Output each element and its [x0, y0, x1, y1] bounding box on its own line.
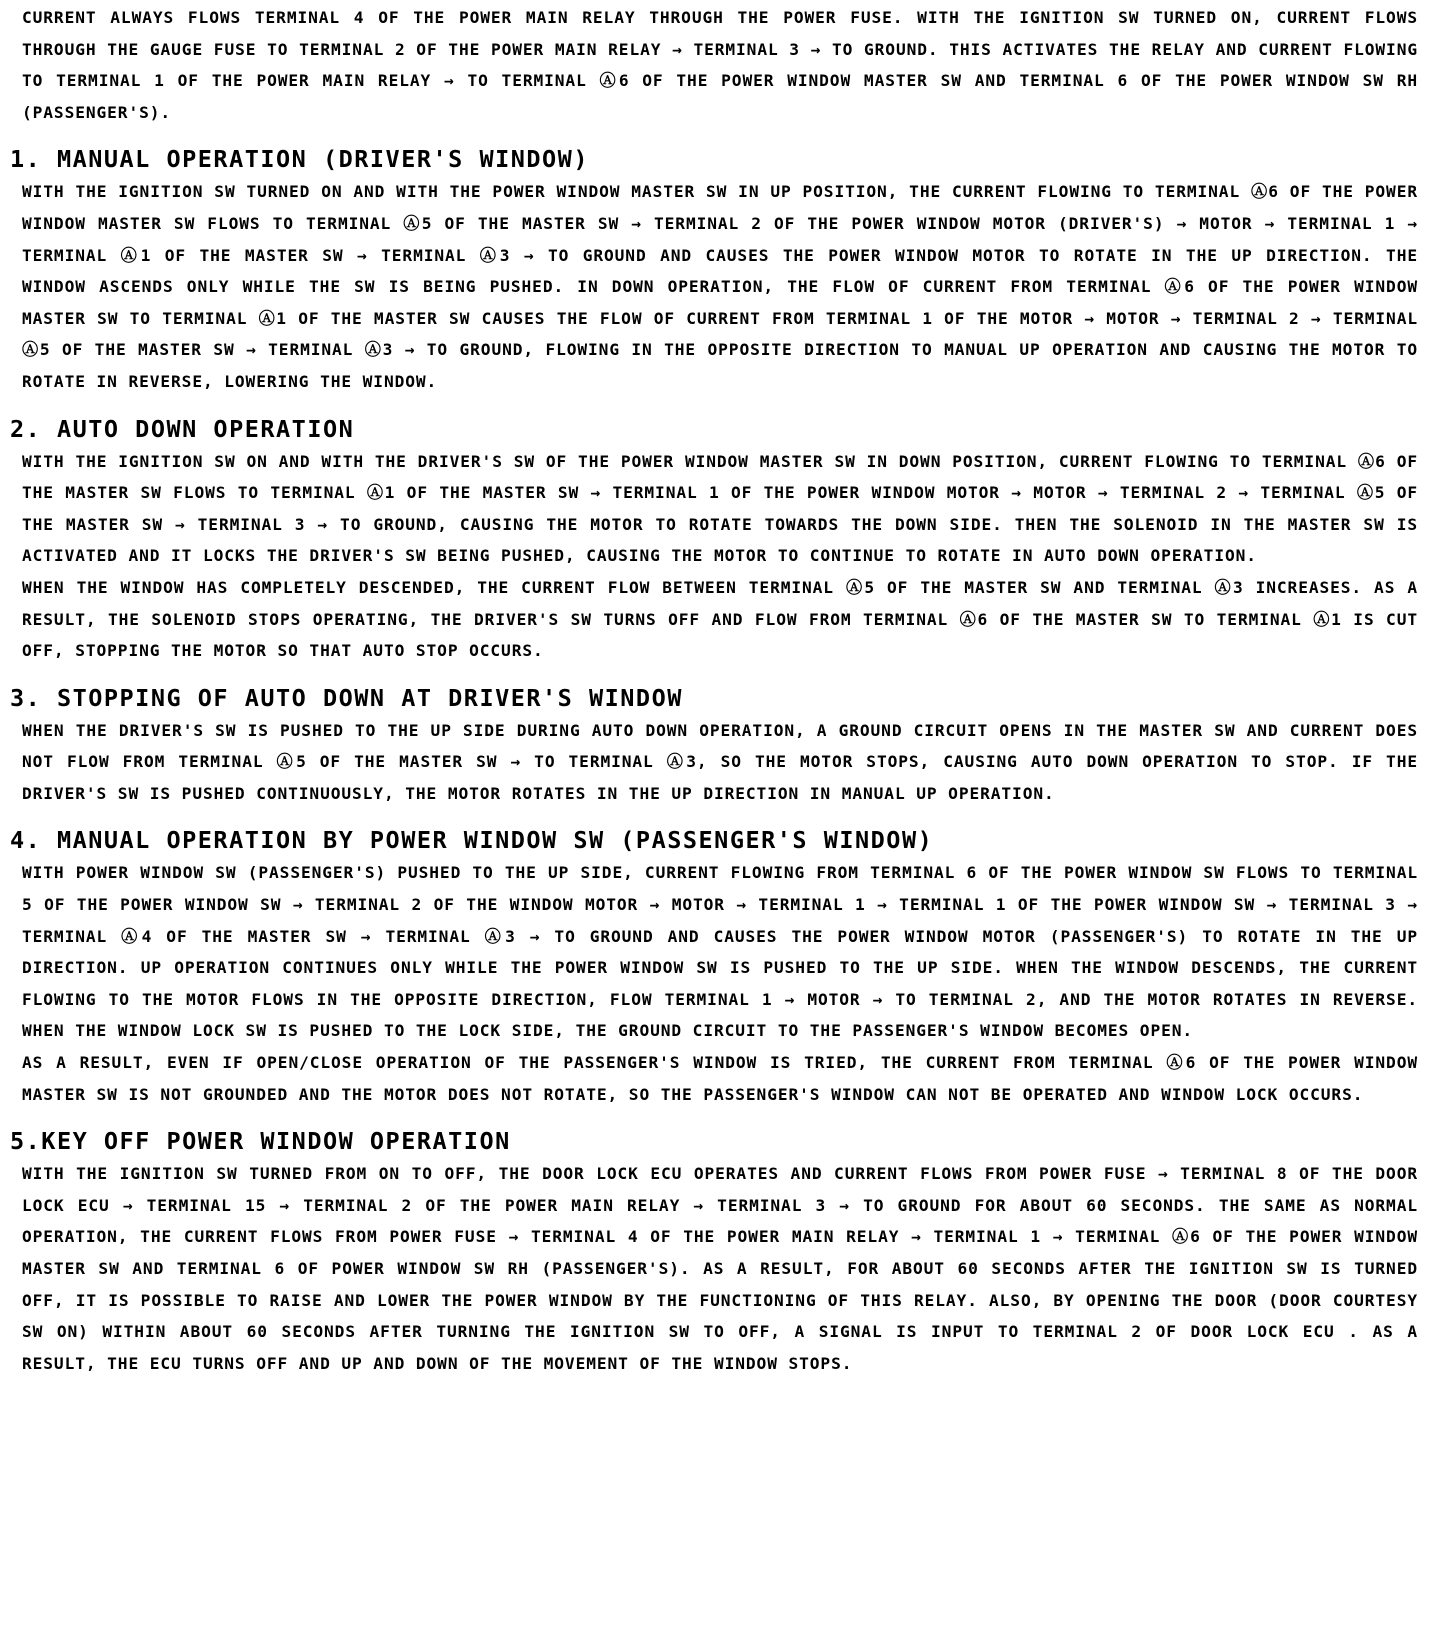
- section-paragraph: WITH THE IGNITION SW ON AND WITH THE DRIVER'S SW OF THE POWER WINDOW MASTER SW IN DOWN POSITION, CURRENT FLOWING TO TERMINAL Ⓐ6 OF THE MASTER SW FLOWS TO TERMINAL Ⓐ1 OF THE MASTER SW → TERMINAL 1 OF THE POWER WINDOW MOTOR → MOTOR → TERMINAL 2 → TERMINAL Ⓐ5 OF THE MASTER SW → TERMINAL 3 → TO GROUND, CAUSING THE MOTOR TO ROTATE TOWARDS THE DOWN SIDE. THEN THE SOLENOID IN THE MASTER SW IS ACTIVATED AND IT LOCKS THE DRIVER'S SW BEING PUSHED, CAUSING THE MOTOR TO CONTINUE TO ROTATE IN AUTO DOWN OPERATION.: [22, 451, 1418, 566]
- section-stopping-auto-down: [10, 681, 1418, 810]
- intro-paragraph: CURRENT ALWAYS FLOWS TERMINAL 4 OF THE POWER MAIN RELAY THROUGH THE POWER FUSE. WITH THE IGNITION SW TURNED ON, CURRENT FLOWS THROUGH THE GAUGE FUSE TO TERMINAL 2 OF THE POWER MAIN RELAY → TERMINAL 3 → TO GROUND. THIS ACTIVATES THE RELAY AND CURRENT FLOWING TO TERMINAL 1 OF THE POWER MAIN RELAY → TO TERMINAL Ⓐ6 OF THE POWER WINDOW MASTER SW AND TERMINAL 6 OF THE POWER WINDOW SW RH (PASSENGER'S).: [22, 8, 1418, 122]
- section-paragraph: WITH POWER WINDOW SW (PASSENGER'S) PUSHED TO THE UP SIDE, CURRENT FLOWING FROM TERMINAL 6 OF THE POWER WINDOW SW FLOWS TO TERMINAL 5 OF THE POWER WINDOW SW → TERMINAL 2 OF THE WINDOW MOTOR → MOTOR → TERMINAL 1 → TERMINAL 1 OF THE POWER WINDOW SW → TERMINAL 3 → TERMINAL Ⓐ4 OF THE MASTER SW → TERMINAL Ⓐ3 → TO GROUND AND CAUSES THE POWER WINDOW MOTOR (PASSENGER'S) TO ROTATE IN THE UP DIRECTION. UP OPERATION CONTINUES ONLY WHILE THE POWER WINDOW SW IS PUSHED TO THE UP SIDE. WHEN THE WINDOW DESCENDS, THE CURRENT FLOWING TO THE MOTOR FLOWS IN THE OPPOSITE DIRECTION, FLOW TERMINAL 1 → MOTOR → TO TERMINAL 2, AND THE MOTOR ROTATES IN REVERSE. WHEN THE WINDOW LOCK SW IS PUSHED TO THE LOCK SIDE, THE GROUND CIRCUIT TO THE PASSENGER'S WINDOW BECOMES OPEN.: [22, 863, 1418, 1041]
- section-paragraph: WITH THE IGNITION SW TURNED ON AND WITH THE POWER WINDOW MASTER SW IN UP POSITION, THE CURRENT FLOWING TO TERMINAL Ⓐ6 OF THE POWER WINDOW MASTER SW FLOWS TO TERMINAL Ⓐ5 OF THE MASTER SW → TERMINAL 2 OF THE POWER WINDOW MOTOR (DRIVER'S) → MOTOR → TERMINAL 1 → TERMINAL Ⓐ1 OF THE MASTER SW → TERMINAL Ⓐ3 → TO GROUND AND CAUSES THE POWER WINDOW MOTOR TO ROTATE IN THE UP DIRECTION. THE WINDOW ASCENDS ONLY WHILE THE SW IS BEING PUSHED. IN DOWN OPERATION, THE FLOW OF CURRENT FROM TERMINAL Ⓐ6 OF THE POWER WINDOW MASTER SW TO TERMINAL Ⓐ1 OF THE MASTER SW CAUSES THE FLOW OF CURRENT FROM TERMINAL 1 OF THE MOTOR → MOTOR → TERMINAL 2 → TERMINAL Ⓐ5 OF THE MASTER SW → TERMINAL Ⓐ3 → TO GROUND, FLOWING IN THE OPPOSITE DIRECTION TO MANUAL UP OPERATION AND CAUSING THE MOTOR TO ROTATE IN REVERSE, LOWERING THE WINDOW.: [22, 182, 1418, 391]
- section-paragraph: WHEN THE WINDOW HAS COMPLETELY DESCENDED, THE CURRENT FLOW BETWEEN TERMINAL Ⓐ5 OF THE MASTER SW AND TERMINAL Ⓐ3 INCREASES. AS A RESULT, THE SOLENOID STOPS OPERATING, THE DRIVER'S SW TURNS OFF AND FLOW FROM TERMINAL Ⓐ6 OF THE MASTER SW TO TERMINAL Ⓐ1 IS CUT OFF, STOPPING THE MOTOR SO THAT AUTO STOP OCCURS.: [22, 577, 1418, 661]
- section-manual-operation-passenger: [10, 823, 1418, 1110]
- section-key-off-operation: [10, 1124, 1418, 1379]
- section-paragraph: WHEN THE DRIVER'S SW IS PUSHED TO THE UP SIDE DURING AUTO DOWN OPERATION, A GROUND CIRCUIT OPENS IN THE MASTER SW AND CURRENT DOES NOT FLOW FROM TERMINAL Ⓐ5 OF THE MASTER SW → TO TERMINAL Ⓐ3, SO THE MOTOR STOPS, CAUSING AUTO DOWN OPERATION TO STOP. IF THE DRIVER'S SW IS PUSHED CONTINUOUSLY, THE MOTOR ROTATES IN THE UP DIRECTION IN MANUAL UP OPERATION.: [22, 720, 1418, 803]
- section-paragraph: WITH THE IGNITION SW TURNED FROM ON TO OFF, THE DOOR LOCK ECU OPERATES AND CURRENT FLOWS FROM POWER FUSE → TERMINAL 8 OF THE DOOR LOCK ECU → TERMINAL 15 → TERMINAL 2 OF THE POWER MAIN RELAY → TERMINAL 3 → TO GROUND FOR ABOUT 60 SECONDS. THE SAME AS NORMAL OPERATION, THE CURRENT FLOWS FROM POWER FUSE → TERMINAL 4 OF THE POWER MAIN RELAY → TERMINAL 1 → TERMINAL Ⓐ6 OF THE POWER WINDOW MASTER SW AND TERMINAL 6 OF POWER WINDOW SW RH (PASSENGER'S). AS A RESULT, FOR ABOUT 60 SECONDS AFTER THE IGNITION SW IS TURNED OFF, IT IS POSSIBLE TO RAISE AND LOWER THE POWER WINDOW BY THE FUNCTIONING OF THIS RELAY. ALSO, BY OPENING THE DOOR (DOOR COURTESY SW ON) WITHIN ABOUT 60 SECONDS AFTER TURNING THE IGNITION SW TO OFF, A SIGNAL IS INPUT TO TERMINAL 2 OF DOOR LOCK ECU . AS A RESULT, THE ECU TURNS OFF AND UP AND DOWN OF THE MOVEMENT OF THE WINDOW STOPS.: [22, 1164, 1418, 1373]
- section-heading: 2. AUTO DOWN OPERATION: [10, 414, 355, 443]
- section-manual-operation-driver: [10, 142, 1418, 397]
- section-heading: 4. MANUAL OPERATION BY POWER WINDOW SW (PASSENGER'S WINDOW): [10, 826, 934, 855]
- section-paragraph: AS A RESULT, EVEN IF OPEN/CLOSE OPERATION OF THE PASSENGER'S WINDOW IS TRIED, THE CURRENT FROM TERMINAL Ⓐ6 OF THE POWER WINDOW MASTER SW IS NOT GROUNDED AND THE MOTOR DOES NOT ROTATE, SO THE PASSENGER'S WINDOW CAN NOT BE OPERATED AND WINDOW LOCK OCCURS.: [22, 1053, 1418, 1104]
- section-heading: 3. STOPPING OF AUTO DOWN AT DRIVER'S WINDOW: [10, 683, 683, 712]
- section-auto-down-operation: [10, 412, 1418, 667]
- section-heading: 5.KEY OFF POWER WINDOW OPERATION: [10, 1127, 511, 1156]
- section-heading: 1. MANUAL OPERATION (DRIVER'S WINDOW): [10, 145, 589, 174]
